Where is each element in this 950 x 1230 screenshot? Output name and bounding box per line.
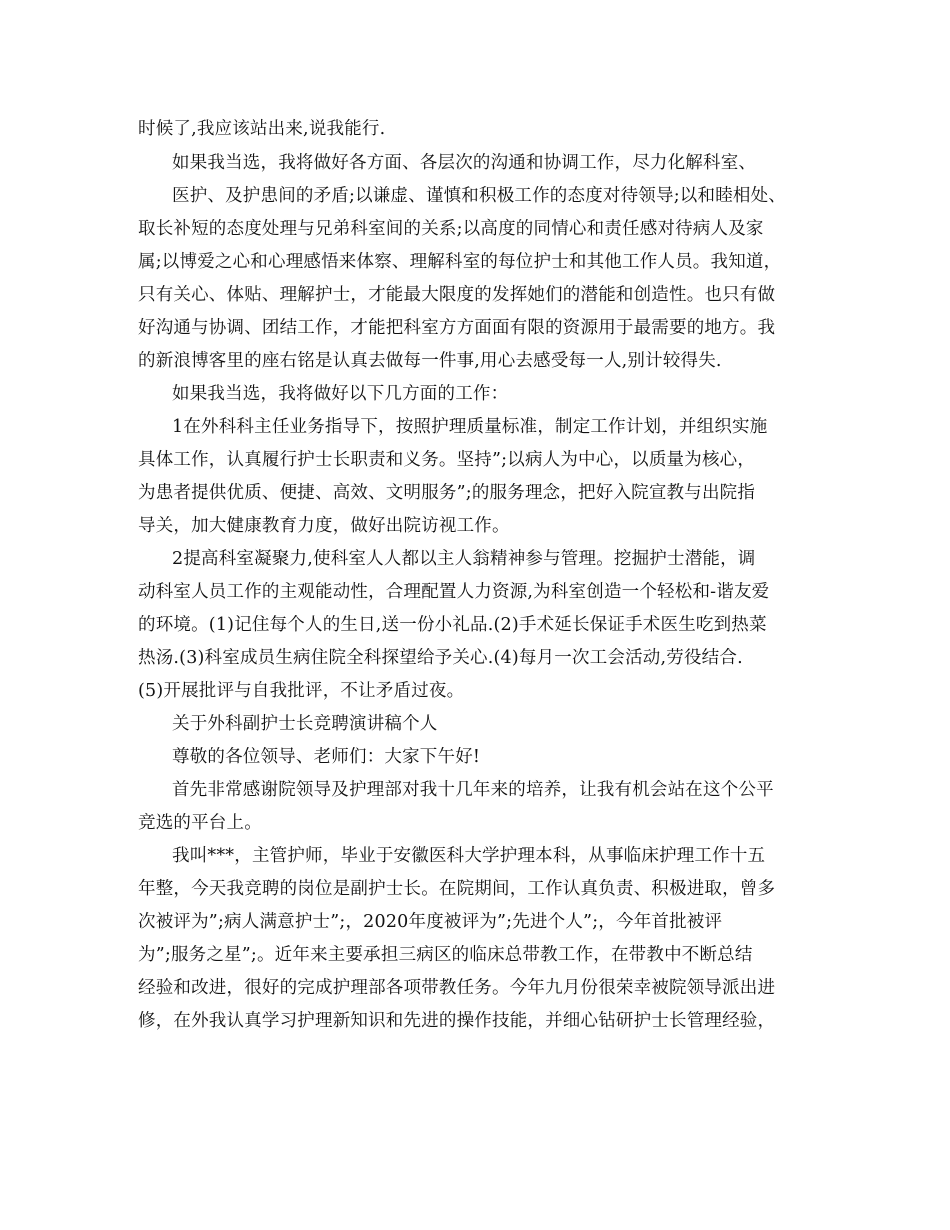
text-line: 好沟通与协调、团结工作，才能把科室方方面面有限的资源用于最需要的地方。我 [138, 318, 776, 338]
text-line: 首先非常感谢院领导及护理部对我十几年来的培养，让我有机会站在这个公平 [172, 780, 774, 800]
text-line: 如果我当选，我将做好各方面、各层次的沟通和协调工作，尽力化解科室、 [172, 153, 757, 173]
text-line: 医护、及护患间的矛盾;以谦虚、谨慎和积极工作的态度对待领导;以和睦相处、 [172, 186, 786, 206]
text-line: 为患者提供优质、便捷、高效、文明服务”;的服务理念，把好入院宣教与出院指 [138, 483, 756, 503]
text-line: 时候了,我应该站出来,说我能行. [138, 119, 386, 139]
text-line: 的新浪博客里的座右铭是认真去做每一件事,用心去感受每一人,别计较得失. [138, 351, 722, 371]
text-line: 只有关心、体贴、理解护士，才能最大限度的发挥她们的潜能和创造性。也只有做 [138, 285, 776, 305]
text-line: 热汤.(3)科室成员生病住院全科探望给予关心.(4)每月一次工会活动,劳役结合. [138, 648, 743, 668]
text-line: 动科室人员工作的主观能动性，合理配置人力资源,为科室创造一个轻松和-谐友爱 [138, 582, 770, 602]
text-line: 2提高科室凝聚力,使科室人人都以主人翁精神参与管理。挖掘护士潜能，调 [172, 549, 756, 569]
text-line: 具体工作，认真履行护士长职责和义务。坚持”;以病人为中心，以质量为核心， [138, 450, 756, 470]
salutation: 尊敬的各位领导、老师们：大家下午好! [172, 747, 481, 767]
text-line: 1在外科科主任业务指导下，按照护理质量标准，制定工作计划，并组织实施 [172, 417, 768, 437]
text-line: 如果我当选，我将做好以下几方面的工作： [172, 384, 509, 404]
text-line: 为”;服务之星”;。近年来主要承担三病区的临床总带教工作，在带教中不断总结 [138, 945, 753, 965]
text-line: 次被评为”;病人满意护士”;，2020年度被评为”;先进个人”;，今年首批被评 [138, 912, 723, 932]
text-line: 取长补短的态度处理与兄弟科室间的关系;以高度的同情心和责任感对待病人及家 [138, 219, 764, 239]
section-heading: 关于外科副护士长竞聘演讲稿个人 [172, 714, 438, 734]
text-line: 修，在外我认真学习护理新知识和先进的操作技能，并细心钻研护士长管理经验， [138, 1011, 776, 1031]
text-line: 的环境。(1)记住每个人的生日,送一份小礼品.(2)手术延长保证手术医生吃到热菜 [138, 615, 767, 635]
text-line: 经验和改进，很好的完成护理部各项带教任务。今年九月份很荣幸被院领导派出进 [138, 978, 776, 998]
text-line: 竞选的平台上。 [138, 813, 262, 833]
text-line: 我叫***，主管护师，毕业于安徽医科大学护理本科，从事临床护理工作十五 [172, 846, 766, 866]
text-line: 年整，今天我竞聘的岗位是副护士长。在院期间，工作认真负责、积极进取，曾多 [138, 879, 776, 899]
text-line: 导关，加大健康教育力度，做好出院访视工作。 [138, 516, 510, 536]
text-line: (5)开展批评与自我批评，不让矛盾过夜。 [138, 681, 465, 701]
text-line: 属;以博爱之心和心理感悟来体察、理解科室的每位护士和其他工作人员。我知道， [138, 252, 782, 272]
